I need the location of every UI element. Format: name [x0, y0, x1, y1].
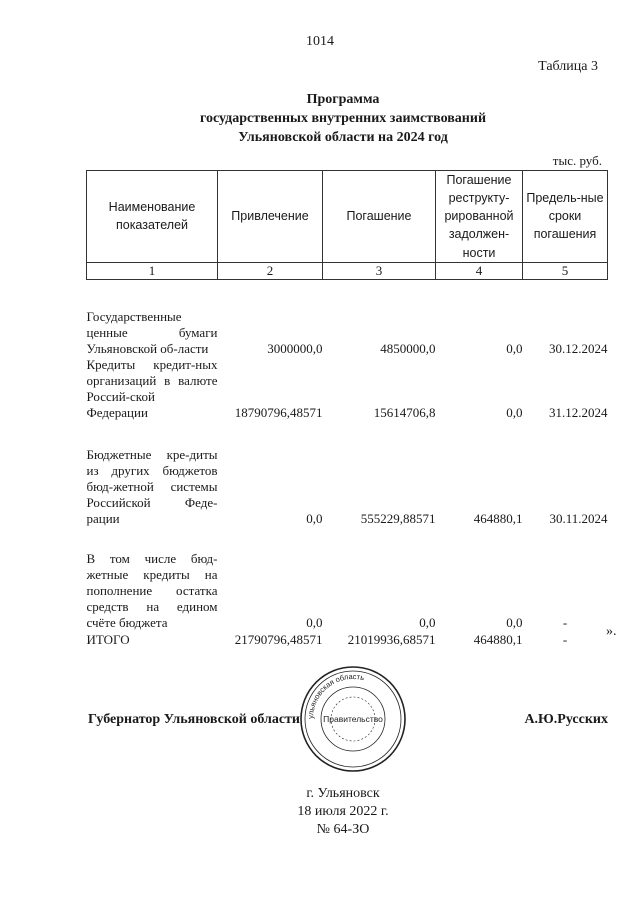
- closing-quote: ».: [606, 624, 617, 639]
- row-restructured: 464880,1: [473, 510, 523, 526]
- row-restructured: 0,0: [506, 614, 523, 630]
- row-name: Бюджетные кре-диты из других бюджетов бюд-жетной системы Российской Феде-рации: [86, 446, 218, 526]
- row-name: Государственные ценные бумаги Ульяновской об-ласти: [86, 308, 218, 356]
- column-number: 1: [87, 262, 218, 279]
- header-deadline: Предель-ные сроки погашения: [523, 171, 608, 263]
- row-attraction: 3000000,0: [267, 340, 323, 356]
- row-deadline: -: [562, 614, 568, 630]
- footer-date: 18 июля 2022 г.: [297, 804, 389, 819]
- table-row: [87, 357, 608, 421]
- row-repayment: 15614706,8: [373, 404, 436, 420]
- header-restructured-repayment: Погашение реструкту-рированной задолжен-ности: [436, 171, 523, 263]
- row-deadline: 31.12.2024: [549, 404, 608, 420]
- table-row: [87, 527, 608, 631]
- row-name: ИТОГО: [86, 631, 130, 647]
- row-name: В том числе бюд-жетные кредиты на пополнение остатка средств на едином счёте бюджета: [86, 550, 218, 630]
- title-line-1: Программа: [306, 92, 380, 107]
- row-restructured: 0,0: [506, 404, 523, 420]
- row-restructured: 0,0: [506, 340, 523, 356]
- row-repayment: 555229,88571: [360, 510, 436, 526]
- row-attraction: 0,0: [306, 614, 323, 630]
- row-repayment: 0,0: [419, 614, 436, 630]
- official-seal: [298, 664, 408, 774]
- header-repayment: Погашение: [323, 171, 436, 263]
- row-restructured: 464880,1: [473, 631, 523, 647]
- row-repayment: 4850000,0: [380, 340, 436, 356]
- column-number: 4: [436, 262, 523, 279]
- row-deadline: -: [562, 631, 568, 647]
- column-number: 3: [323, 262, 436, 279]
- column-number: 2: [218, 262, 323, 279]
- signer-name: А.Ю.Русских: [524, 712, 608, 727]
- row-deadline: 30.12.2024: [549, 340, 608, 356]
- row-attraction: 0,0: [306, 510, 323, 526]
- title-line-3: Ульяновской области на 2024 год: [238, 130, 448, 145]
- footer-number: № 64-ЗО: [316, 822, 370, 837]
- borrowing-program-table: [86, 170, 608, 648]
- signer-title: Губернатор Ульяновской области: [88, 712, 300, 727]
- seal-ring-text: ульяновская область: [305, 671, 366, 720]
- row-repayment: 21019936,68571: [347, 631, 436, 647]
- row-deadline: 30.11.2024: [549, 510, 608, 526]
- column-number-row: [87, 262, 608, 279]
- table-row: [87, 421, 608, 527]
- page-number: 1014: [306, 34, 334, 49]
- seal-center-text: Правительство: [323, 714, 383, 724]
- row-name: Кредиты кредит-ных организаций в валюте Россий-ской Федерации: [86, 356, 218, 420]
- header-indicator-name: Наименование показателей: [87, 171, 218, 263]
- table-row-total: [87, 631, 608, 648]
- footer-city: г. Ульяновск: [306, 786, 380, 801]
- row-attraction: 18790796,48571: [234, 404, 323, 420]
- column-number: 5: [523, 262, 608, 279]
- table-row: [87, 279, 608, 357]
- title-line-2: государственных внутренних заимствований: [199, 111, 487, 126]
- row-attraction: 21790796,48571: [234, 631, 323, 647]
- table-header-row: [87, 171, 608, 263]
- table-label: Таблица 3: [538, 59, 598, 74]
- header-attraction: Привлечение: [218, 171, 323, 263]
- unit-label: тыс. руб.: [552, 153, 602, 168]
